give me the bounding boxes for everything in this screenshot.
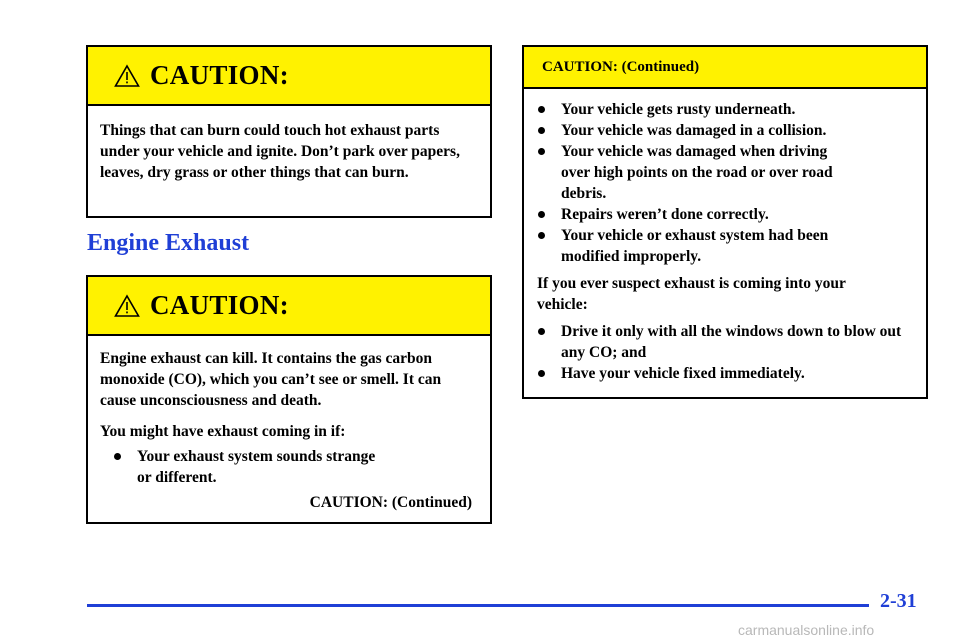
bullet-item: Your vehicle was damaged when driving over high points on the road or over road debris. [524, 141, 914, 204]
caution-title: CAUTION: [150, 290, 289, 320]
caution-box-exhaust [86, 275, 492, 524]
bullet-item: Have your vehicle fixed immediately. [524, 363, 914, 384]
caution-body [524, 89, 926, 384]
caution-header [524, 47, 926, 89]
caution-header [88, 47, 490, 106]
caution-box-continued [522, 45, 928, 399]
footer-rule [87, 604, 869, 607]
caution-paragraph: If you ever suspect exhaust is coming into your vehicle: [537, 275, 846, 313]
caution-body [88, 336, 490, 513]
warning-triangle-icon [114, 294, 140, 318]
bullet-list [524, 99, 914, 267]
section-heading: Engine Exhaust [87, 230, 250, 256]
continued-label: CAUTION: (Continued) [309, 494, 472, 511]
caution-body [88, 106, 490, 183]
caution-text: Things that can burn could touch hot exhaust parts under your vehicle and ignite. Don’t park over papers, leaves, dry grass or other things that can burn. [100, 122, 460, 181]
bullet-item: Drive it only with all the windows down to blow out any CO; and [524, 321, 914, 363]
bullet-item: Your vehicle was damaged in a collision. [524, 120, 914, 141]
caution-paragraph: Engine exhaust can kill. It contains the gas carbon monoxide (CO), which you can’t see or smell. It can cause unconsciousness and death. [100, 350, 442, 409]
bullet-item: Your vehicle or exhaust system had been modified improperly. [524, 225, 914, 267]
warning-triangle-icon [114, 64, 140, 88]
page-number: 2-31 [880, 590, 917, 612]
bullet-list [100, 446, 478, 488]
caution-header [88, 277, 490, 336]
caution-title: CAUTION: [150, 60, 289, 90]
bullet-item: Your exhaust system sounds strange or different. [100, 446, 478, 488]
watermark: carmanualsonline.info [738, 622, 875, 638]
caution-continued-title: CAUTION: (Continued) [542, 58, 700, 75]
caution-box-burn [86, 45, 492, 218]
bullet-item: Repairs weren’t done correctly. [524, 204, 914, 225]
bullet-list [524, 321, 914, 384]
bullet-item: Your vehicle gets rusty underneath. [524, 99, 914, 120]
caution-paragraph: You might have exhaust coming in if: [100, 423, 346, 440]
